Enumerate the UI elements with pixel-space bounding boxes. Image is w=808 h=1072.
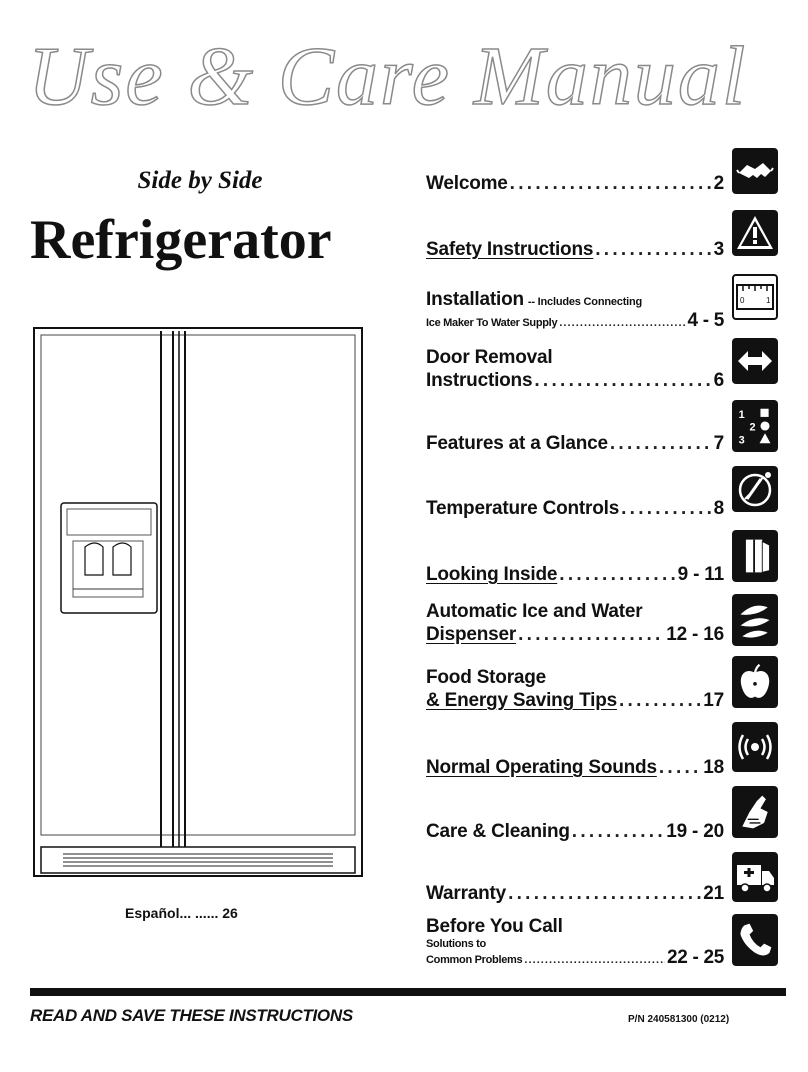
apple-icon xyxy=(732,656,778,708)
toc-page: 12 - 16 xyxy=(666,624,724,645)
language-index xyxy=(125,905,238,921)
toc-note: -- Includes Connecting xyxy=(527,296,643,308)
double-arrow-icon xyxy=(732,338,778,384)
toc-title: Welcome xyxy=(426,173,508,194)
leaves-icon xyxy=(732,594,778,646)
table-of-contents xyxy=(426,0,786,980)
language-label: Español xyxy=(125,905,180,921)
toc-note: Solutions to xyxy=(426,938,486,950)
toc-page: 3 xyxy=(713,239,724,260)
thermostat-dial-icon xyxy=(732,466,778,512)
toc-note: Common Problems xyxy=(426,954,523,966)
toc-entry-temperature[interactable] xyxy=(426,497,726,520)
language-page: 26 xyxy=(222,905,238,921)
cover-title: Use & Care Manual xyxy=(28,30,748,123)
svg-text:2: 2 xyxy=(749,421,756,434)
toc-title-continued: Instructions xyxy=(426,370,533,391)
toc-entry-sounds[interactable] xyxy=(426,756,726,779)
svg-text:1: 1 xyxy=(738,408,745,421)
toc-entry-installation[interactable] xyxy=(426,288,726,330)
toc-page: 17 xyxy=(703,690,724,711)
service-truck-icon xyxy=(732,852,778,902)
toc-title: Door Removal xyxy=(426,347,553,368)
toc-page: 4 - 5 xyxy=(687,310,724,331)
svg-text:1: 1 xyxy=(766,296,771,305)
toc-title: Before You Call xyxy=(426,916,563,937)
toc-title: Care & Cleaning xyxy=(426,821,570,842)
toc-entry-food-storage[interactable] xyxy=(426,666,726,712)
toc-title: Safety Instructions xyxy=(426,239,594,260)
refrigerator-illustration xyxy=(33,327,363,877)
level-gauge-icon xyxy=(732,274,778,320)
toc-page: 19 - 20 xyxy=(666,821,724,842)
warning-icon xyxy=(732,210,778,256)
toc-title-continued: Dispenser xyxy=(426,624,517,645)
footer-rule xyxy=(30,988,786,996)
numbered-shapes-icon xyxy=(732,400,778,452)
toc-page: 21 xyxy=(703,883,724,904)
toc-title-continued: & Energy Saving Tips xyxy=(426,690,617,711)
toc-title: Looking Inside xyxy=(426,564,558,585)
sound-waves-icon xyxy=(732,722,778,772)
toc-entry-safety[interactable] xyxy=(426,238,726,261)
toc-page: 7 xyxy=(713,433,724,454)
toc-note: Ice Maker To Water Supply xyxy=(426,317,558,329)
subtitle: Side by Side xyxy=(137,167,263,194)
toc-title: Automatic Ice and Water xyxy=(426,601,643,622)
toc-entry-door-removal[interactable] xyxy=(426,346,726,392)
toc-page: 18 xyxy=(703,757,724,778)
cleaning-hand-icon xyxy=(732,786,778,838)
toc-entry-dispenser[interactable] xyxy=(426,600,726,646)
svg-text:3: 3 xyxy=(738,434,745,446)
toc-page: 22 - 25 xyxy=(666,947,724,968)
toc-page: 2 xyxy=(713,173,724,194)
toc-entry-care-cleaning[interactable] xyxy=(426,820,726,843)
toc-title: Warranty xyxy=(426,883,507,904)
toc-entry-before-you-call[interactable] xyxy=(426,915,726,967)
toc-entry-looking-inside[interactable] xyxy=(426,563,726,586)
toc-title: Temperature Controls xyxy=(426,498,620,519)
handshake-icon xyxy=(732,148,778,194)
toc-entry-features[interactable] xyxy=(426,432,726,455)
toc-title: Food Storage xyxy=(426,667,547,688)
toc-entry-welcome[interactable] xyxy=(426,172,726,195)
svg-text:0: 0 xyxy=(740,296,745,305)
toc-page: 8 xyxy=(713,498,724,519)
product-heading: Refrigerator xyxy=(30,209,332,271)
toc-title: Features at a Glance xyxy=(426,433,608,454)
read-and-save-notice: READ AND SAVE THESE INSTRUCTIONS xyxy=(30,1006,353,1025)
part-number: P/N 240581300 (0212) xyxy=(628,1014,730,1025)
toc-title: Normal Operating Sounds xyxy=(426,757,657,778)
open-fridge-icon xyxy=(732,530,778,582)
language-dots: ... ...... xyxy=(179,905,223,921)
toc-page: 9 - 11 xyxy=(677,564,724,585)
telephone-icon xyxy=(732,914,778,966)
toc-title: Installation xyxy=(426,289,524,310)
toc-entry-warranty[interactable] xyxy=(426,882,726,905)
toc-page: 6 xyxy=(713,370,724,391)
